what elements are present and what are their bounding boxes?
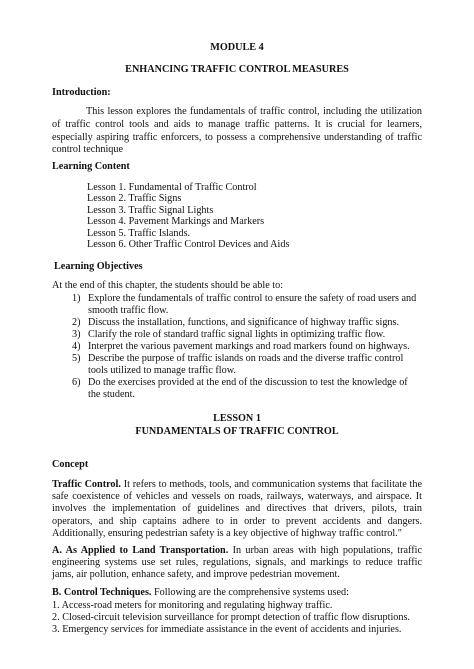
objective-item: 2) Discuss the installation, functions, and significance of highway traffic signs. xyxy=(72,317,400,328)
traffic-control-paragraph: Traffic Control. It refers to methods, tools, and communication systems that facilitate the safe coexistence of vehicles and vessels on roads, railways, waterways, and airspace. It involves the implementation of guidelines and directives that drivers, pilots, train operators, and ship captains adhere to in order to prevent accidents and dangers. Additionally, ensuring pedestrian safety is a key objective of highway traffic control." xyxy=(52,479,423,539)
lesson-item: Lesson 4. Pavement Markings and Markers xyxy=(87,216,265,228)
objective-item: 1) Explore the fundamentals of traffic control to ensure the safety of road users and smooth traffic flow. xyxy=(72,293,417,316)
objectives-intro: At the end of this chapter, the students should be able to: xyxy=(52,280,284,291)
technique-item: 2. Closed-circuit television surveillance for prompt detection of traffic flow disruptions. xyxy=(52,612,410,623)
learning-content-heading: Learning Content xyxy=(52,161,130,172)
introduction-heading: Introduction: xyxy=(52,87,111,98)
concept-heading: Concept xyxy=(52,459,89,470)
objectives-list xyxy=(72,293,417,401)
module-subtitle: ENHANCING TRAFFIC CONTROL MEASURES xyxy=(125,64,349,75)
lesson-list xyxy=(87,182,289,250)
lesson1-subtitle: FUNDAMENTALS OF TRAFFIC CONTROL xyxy=(135,426,339,437)
lesson-item: Lesson 6. Other Traffic Control Devices and Aids xyxy=(87,238,290,250)
technique-item: 3. Emergency services for immediate assistance in the event of accidents and injuries. xyxy=(52,624,402,635)
objective-item: 3) Clarify the role of standard traffic signal lights in optimizing traffic flow. xyxy=(72,329,386,340)
control-techniques-paragraph: B. Control Techniques. Following are the comprehensive systems used: xyxy=(52,587,349,598)
learning-objectives-heading: Learning Objectives xyxy=(54,261,143,272)
lesson1-title: LESSON 1 xyxy=(213,413,261,424)
techniques-list xyxy=(52,600,422,636)
technique-item: 1. Access-road meters for monitoring and regulating highway traffic. xyxy=(52,600,333,611)
land-transportation-term: A. As Applied to Land Transportation. xyxy=(52,545,229,556)
control-techniques-term: B. Control Techniques. xyxy=(52,587,152,598)
land-transportation-paragraph: A. As Applied to Land Transportation. In urban areas with high populations, traffic engineering systems use set rules, regulations, signals, and markings to reduce traffic jams, air pollution, enhance safety, and improve pedestrian movement. xyxy=(52,545,422,581)
objective-item: 6) Do the exercises provided at the end of the discussion to test the knowledge of the student. xyxy=(72,377,408,400)
lesson-item: Lesson 1. Fundamental of Traffic Control xyxy=(87,182,257,193)
objective-item: 5) Describe the purpose of traffic islands on roads and the diverse traffic control tools utilized to manage traffic flow. xyxy=(72,353,404,376)
introduction-paragraph: This lesson explores the fundamentals of traffic control, including the utilization of traffic control tools and aids to manage traffic patterns. It is crucial for learners, especially aspiring traffic enforcers, to possess a comprehensive understanding of traffic control technique xyxy=(52,106,422,156)
lesson-item: Lesson 5. Traffic Islands. xyxy=(87,227,191,239)
traffic-control-term: Traffic Control. xyxy=(52,479,121,490)
lesson-item: Lesson 3. Traffic Signal Lights xyxy=(87,204,214,216)
module-title: MODULE 4 xyxy=(210,42,264,53)
lesson-item: Lesson 2. Traffic Signs xyxy=(87,193,182,205)
objective-item: 4) Interpret the various pavement markings and road markers found on highways. xyxy=(72,341,410,352)
